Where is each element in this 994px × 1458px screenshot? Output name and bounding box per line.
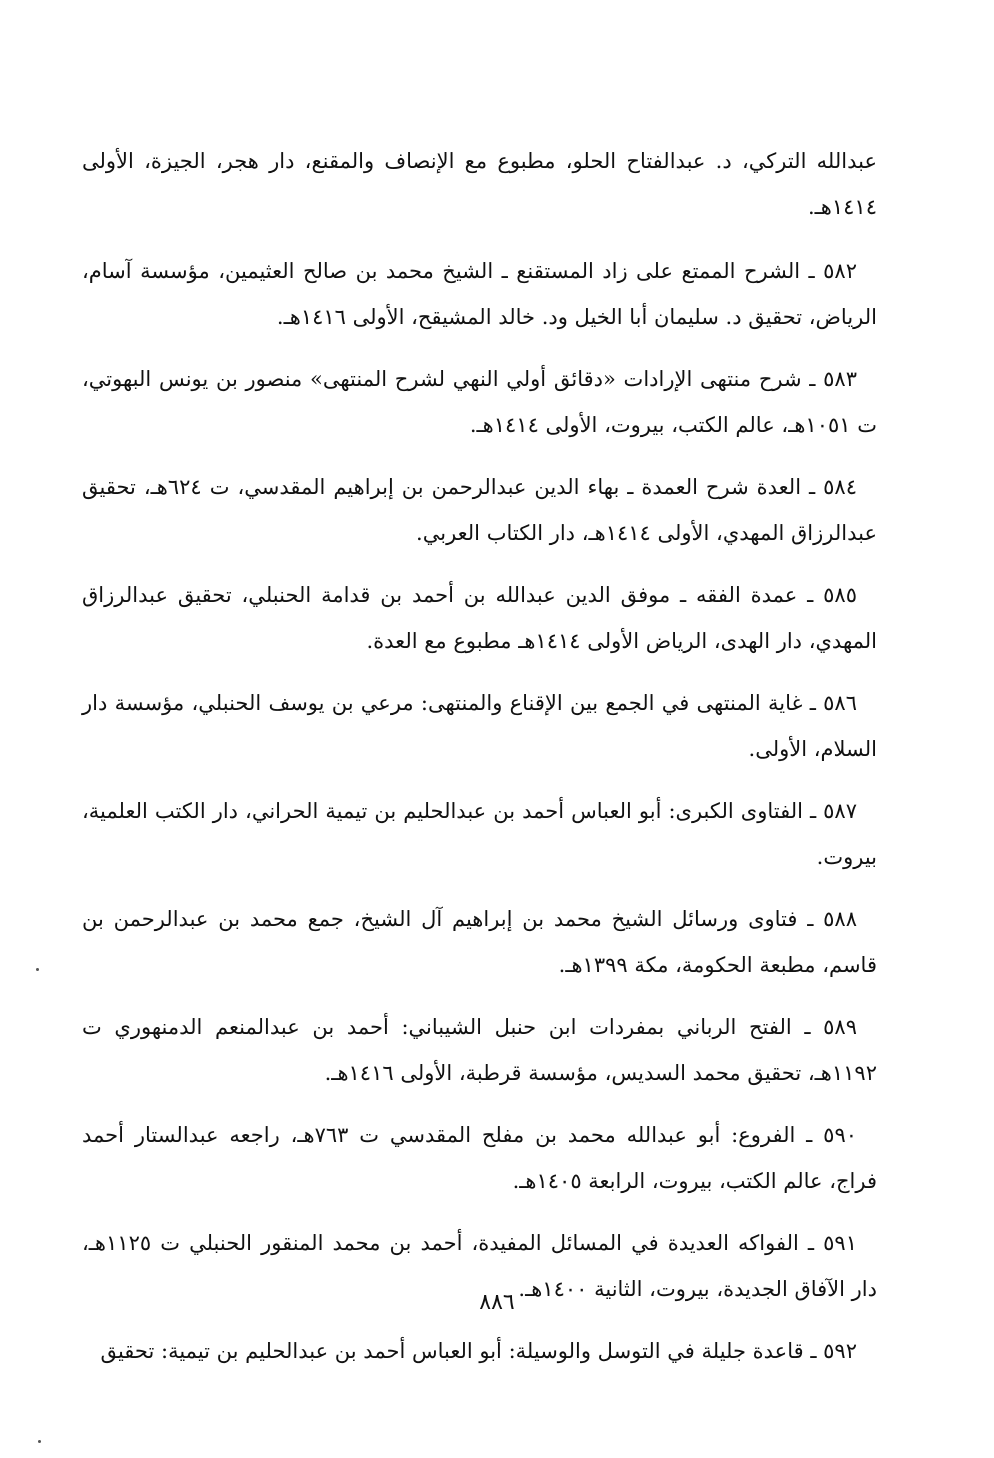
bibliography-entry-583 [82,356,877,448]
entry-text: ٥٨٩ ـ الفتح الرباني بمفردات ابن حنبل الشيباني: أحمد بن عبدالمنعم الدمنهوري ت ١١٩٢هـ، تحقيق محمد السديس، مؤسسة قرطبة، الأولى ١٤١٦هـ. [82,1015,877,1085]
bibliography-entry-586 [82,680,877,772]
entry-text: ٥٩١ ـ الفواكه العديدة في المسائل المفيدة، أحمد بن محمد المنقور الحنبلي ت ١١٢٥هـ، دار الآفاق الجديدة، بيروت، الثانية ١٤٠٠هـ. [82,1231,877,1301]
entry-text: عبدالله التركي، د. عبدالفتاح الحلو، مطبوع مع الإنصاف والمقنع، دار هجر، الجيزة، الأولى ١٤١٤هـ. [82,149,877,219]
bibliography-entry-587 [82,788,877,880]
entry-text: ٥٨٢ ـ الشرح الممتع على زاد المستقنع ـ الشيخ محمد بن صالح العثيمين، مؤسسة آسام، الرياض، تحقيق د. سليمان أبا الخيل ود. خالد المشيقح، الأولى ١٤١٦هـ. [82,259,877,329]
bibliography-entry-590 [82,1112,877,1204]
entry-text: ٥٨٥ ـ عمدة الفقه ـ موفق الدين عبدالله بن أحمد بن قدامة الحنبلي، تحقيق عبدالرزاق المهدي، دار الهدى، الرياض الأولى ١٤١٤هـ مطبوع مع العدة. [82,583,877,653]
entry-text: ٥٨٨ ـ فتاوى ورسائل الشيخ محمد بن إبراهيم آل الشيخ، جمع محمد بن عبدالرحمن بن قاسم، مطبعة الحكومة، مكة ١٣٩٩هـ. [82,907,877,977]
scan-speck [38,1440,41,1443]
entry-text: ٥٩٠ ـ الفروع: أبو عبدالله محمد بن مفلح المقدسي ت ٧٦٣هـ، راجعه عبدالستار أحمد فراج، عالم الكتب، بيروت، الرابعة ١٤٠٥هـ. [82,1123,877,1193]
bibliography-entry-continuation [82,138,877,230]
bibliography-entry-589 [82,1004,877,1096]
bibliography-list [82,138,877,1390]
page-number: ٨٨٦ [479,1290,515,1315]
bibliography-entry-584 [82,464,877,556]
bibliography-entry-582 [82,248,877,340]
bibliography-entry-588 [82,896,877,988]
entry-text: ٥٩٢ ـ قاعدة جليلة في التوسل والوسيلة: أبو العباس أحمد بن عبدالحليم بن تيمية: تحقيق [100,1339,857,1363]
bibliography-entry-585 [82,572,877,664]
bibliography-entry-592 [82,1328,877,1374]
entry-text: ٥٨٧ ـ الفتاوى الكبرى: أبو العباس أحمد بن عبدالحليم بن تيمية الحراني، دار الكتب العلمية، بيروت. [82,799,877,869]
scan-speck [36,968,39,971]
entry-text: ٥٨٦ ـ غاية المنتهى في الجمع بين الإقناع والمنتهى: مرعي بن يوسف الحنبلي، مؤسسة دار السلام، الأولى. [82,691,877,761]
entry-text: ٥٨٤ ـ العدة شرح العمدة ـ بهاء الدين عبدالرحمن بن إبراهيم المقدسي، ت ٦٢٤هـ، تحقيق عبدالرزاق المهدي، الأولى ١٤١٤هـ، دار الكتاب العربي. [82,475,877,545]
entry-text: ٥٨٣ ـ شرح منتهى الإرادات «دقائق أولي النهي لشرح المنتهى» منصور بن يونس البهوتي، ت ١٠٥١هـ، عالم الكتب، بيروت، الأولى ١٤١٤هـ. [82,367,877,437]
